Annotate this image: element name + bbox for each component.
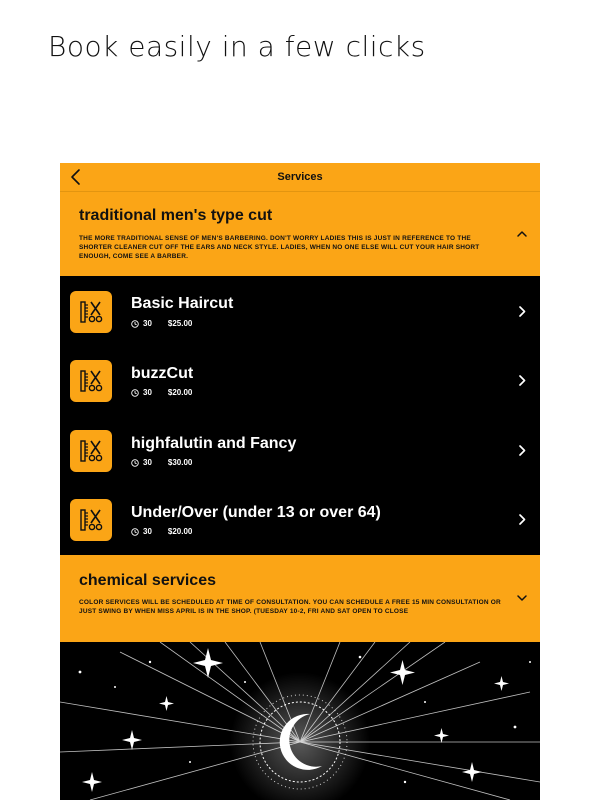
section-description: THE MORE TRADITIONAL SENSE OF MEN'S BARBERING. DON'T WORRY LADIES THIS IS JUST IN REFERENCE TO THE SHORTER CLEANER CUT OFF THE EARS AND NECK STYLE. LADIES, WHEN NO ONE ELSE WILL CUT YOUR HAIR SHORT ENOUGH, COME SEE A BARBER.	[79, 235, 480, 260]
service-row-under-over[interactable]	[60, 485, 540, 554]
service-meta	[131, 458, 192, 467]
service-duration: 30	[143, 388, 152, 397]
service-meta	[131, 388, 192, 397]
nav-title: Services	[277, 171, 323, 183]
service-price: $20.00	[167, 527, 193, 536]
service-price: $20.00	[167, 388, 193, 397]
page-headline: Book easily in a few clicks	[48, 30, 426, 63]
chevron-right-icon[interactable]	[518, 305, 526, 318]
service-meta	[131, 319, 192, 328]
comb-scissors-icon	[70, 291, 112, 333]
section-header-traditional[interactable]	[60, 192, 540, 276]
service-row-highfalutin[interactable]	[60, 416, 540, 485]
service-row-basic-haircut[interactable]	[60, 277, 540, 346]
chevron-down-icon[interactable]	[516, 592, 528, 604]
section-description: COLOR SERVICES WILL BE SCHEDULED AT TIME OF CONSULTATION. YOU CAN SCHEDULE A FREE 15 MIN CONSULTATION OR JUST SWING BY WHEN MISS APRIL IS IN THE SHOP. (TUESDAY 10-2, FRI AND SAT OPEN TO CLOSE	[79, 599, 501, 615]
service-name: Basic Haircut	[131, 295, 234, 312]
service-row-buzzcut[interactable]	[60, 346, 540, 415]
service-name: Under/Over (under 13 or over 64)	[131, 504, 381, 521]
service-duration: 30	[143, 458, 152, 467]
comb-scissors-icon	[70, 499, 112, 541]
section-header-chemical[interactable]	[60, 555, 540, 642]
section-title: chemical services	[79, 572, 216, 589]
moon-stars-artwork	[60, 642, 540, 800]
app-screen	[60, 163, 540, 800]
service-name: highfalutin and Fancy	[131, 435, 297, 452]
service-name: buzzCut	[131, 365, 194, 382]
clock-icon	[131, 320, 139, 328]
comb-scissors-icon	[70, 360, 112, 402]
comb-scissors-icon	[70, 430, 112, 472]
service-duration: 30	[143, 319, 152, 328]
clock-icon	[131, 528, 139, 536]
service-price: $30.00	[167, 458, 193, 467]
clock-icon	[131, 389, 139, 397]
chevron-up-icon[interactable]	[516, 228, 528, 240]
clock-icon	[131, 459, 139, 467]
chevron-right-icon[interactable]	[518, 513, 526, 526]
chevron-right-icon[interactable]	[518, 374, 526, 387]
navigation-bar	[60, 163, 540, 192]
chevron-right-icon[interactable]	[518, 444, 526, 457]
section-title: traditional men's type cut	[79, 207, 273, 224]
service-duration: 30	[143, 527, 152, 536]
service-price: $25.00	[167, 319, 193, 328]
service-meta	[131, 527, 192, 536]
